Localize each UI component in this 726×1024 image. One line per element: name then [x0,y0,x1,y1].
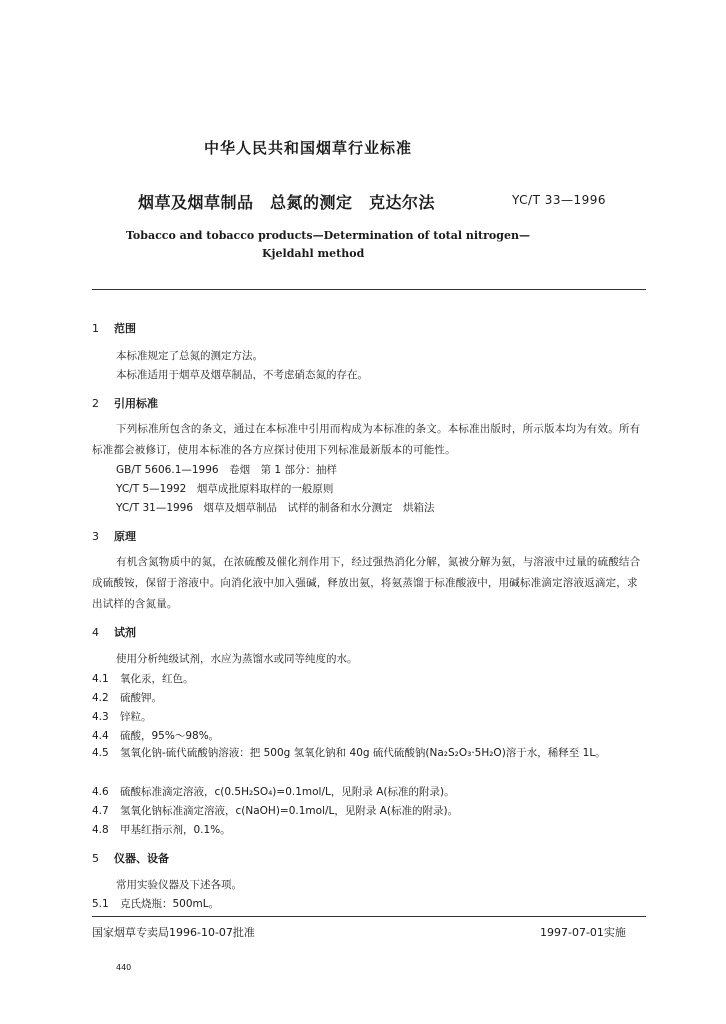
item-number: 4.5 [92,747,109,759]
item-text: 硫酸，95%～98%。 [120,730,220,742]
page-number: 440 [116,963,132,972]
section-title: 原理 [114,530,136,543]
item-text: 甲基红指示剂，0.1%。 [120,824,231,836]
reference-item: GB/T 5606.1—1996 卷烟 第 1 部分：抽样 [116,464,337,476]
section-2-heading [92,395,158,411]
section-number: 3 [92,530,99,543]
issuing-organization: 中华人民共和国烟草行业标准 [203,139,412,157]
item-number: 4.7 [92,805,109,817]
document-title-en-line2: Kjeldahl method [262,247,365,260]
item-number: 4.4 [92,730,109,742]
item-number: 4.8 [92,824,109,836]
item-text: 氢氧化钠标准滴定溶液，c(NaOH)=0.1mol/L，见附录 A(标准的附录)。 [120,805,459,817]
reference-item: YC/T 31—1996 烟草及烟草制品 试样的制备和水分测定 烘箱法 [116,502,435,514]
item-text: 锌粒。 [120,711,152,723]
footer-divider [92,916,646,917]
section-1-heading [92,320,136,336]
section-5-heading [92,850,169,866]
section-title: 范围 [114,322,136,335]
header-divider [92,289,646,290]
section-number: 5 [92,852,99,865]
section-number: 2 [92,397,99,410]
reagent-item [92,822,231,837]
item-number: 4.3 [92,711,109,723]
equipment-item [92,896,219,911]
reagent-item [92,728,219,743]
document-title-cn: 烟草及烟草制品 总氮的测定 克达尔法 [138,193,436,212]
item-text: 硫酸标准滴定溶液，c(0.5H₂SO₄)=0.1mol/L，见附录 A(标准的附录)。 [120,786,455,798]
reagent-item [92,803,458,818]
item-text: 硫酸钾。 [120,692,162,704]
section-title: 试剂 [114,626,136,639]
section-1-paragraph-1: 本标准规定了总氮的测定方法。 [116,350,263,362]
reference-item: YC/T 5—1992 烟草成批原料取样的一般原则 [116,483,334,495]
section-3-paragraph-1: 有机含氮物质中的氮，在浓硫酸及催化剂作用下，经过强热消化分解，氮被分解为氨，与溶液中过量的硫酸结合成硫酸铵，保留于溶液中。向消化液中加入强碱，释放出氨，将氨蒸馏于标准酸液中，用碱标准滴定溶液返滴定，求出试样的含氮量。 [92,556,641,610]
section-3-heading [92,528,136,544]
reagent-item [92,744,648,763]
section-1-paragraph-2: 本标准适用于烟草及烟草制品，不考虑硝态氮的存在。 [116,369,368,381]
standard-code: YC/T 33—1996 [512,193,607,207]
section-title: 引用标准 [114,397,158,410]
section-2-paragraph-1: 下列标准所包含的条文，通过在本标准中引用而构成为本标准的条文。本标准出版时，所示版本均为有效。所有标准都会被修订，使用本标准的各方应探讨使用下列标准最新版本的可能性。 [92,423,641,456]
document-title-en-line1: Tobacco and tobacco products—Determination of total nitrogen— [126,229,530,242]
approval-date: 国家烟草专卖局1996-10-07批准 [92,926,255,939]
effective-date: 1997-07-01实施 [540,926,626,939]
reagent-item [92,671,194,686]
item-number: 4.6 [92,786,109,798]
section-number: 4 [92,626,99,639]
reagent-item [92,784,455,799]
section-number: 1 [92,322,99,335]
section-4-heading [92,624,136,640]
item-text: 氧化汞，红色。 [120,673,194,685]
item-number: 4.1 [92,673,109,685]
item-number: 5.1 [92,898,109,910]
section-5-paragraph-1: 常用实验仪器及下述各项。 [116,879,242,891]
reagent-item [92,709,152,724]
item-number: 4.2 [92,692,109,704]
reagent-item [92,690,162,705]
item-text: 氢氧化钠-硫代硫酸钠溶液：把 500g 氢氧化钠和 40g 硫代硫酸钠(Na₂S₂O₃·5H₂O)溶于水，稀释至 1L。 [120,747,606,759]
section-4-paragraph-1: 使用分析纯级试剂，水应为蒸馏水或同等纯度的水。 [116,653,358,665]
section-title: 仪器、设备 [114,852,169,865]
item-text: 克氏烧瓶：500mL。 [120,898,220,910]
